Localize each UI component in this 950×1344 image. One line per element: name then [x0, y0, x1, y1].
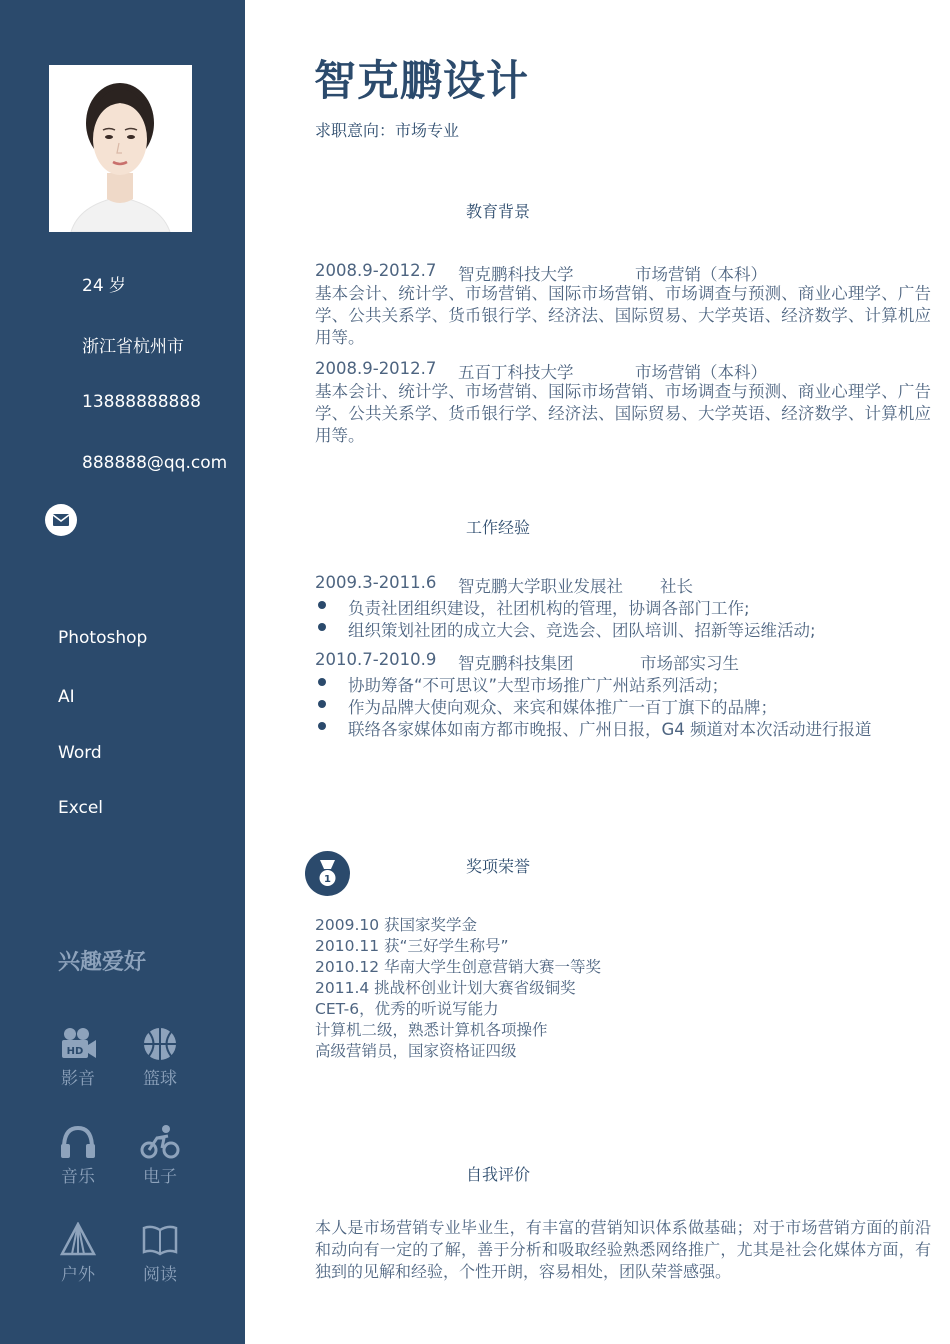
hobby-reading [130, 1222, 190, 1285]
bullet-dot [318, 678, 326, 686]
video-camera-icon [58, 1026, 98, 1062]
work2-item: 协助筹备“不可思议”大型市场推广广州站系列活动； [348, 676, 729, 695]
edu1-date: 2008.9-2012.7 [315, 261, 437, 280]
work2-item: 联络各家媒体如南方都市晚报、广州日报，G4 频道对本次活动进行报道 [348, 720, 872, 739]
hobbies-title: 兴趣爱好 [58, 950, 147, 975]
bullet-dot [318, 623, 326, 631]
hobby-label-basketball: 篮球 [143, 1069, 177, 1089]
skill-ai: AI [58, 687, 75, 707]
edu1-major: 市场营销（本科） [635, 265, 767, 284]
edu2-date: 2008.9-2012.7 [315, 359, 437, 378]
award-item: 2010.11 获“三好学生称号” [315, 937, 509, 955]
skill-photoshop: Photoshop [58, 628, 148, 648]
work2-org: 智克鹏科技集团 [458, 654, 574, 673]
hobby-label-video: 影音 [61, 1069, 95, 1089]
awards-title: 奖项荣誉 [466, 857, 531, 876]
skill-word: Word [58, 743, 102, 763]
award-item: 2009.10 获国家奖学金 [315, 916, 478, 934]
mail-icon [45, 504, 77, 536]
edu1-school: 智克鹏科技大学 [458, 265, 574, 284]
hobby-label-outdoor: 户外 [61, 1265, 95, 1285]
education-title: 教育背景 [466, 202, 531, 221]
cycling-icon [140, 1124, 180, 1160]
hobby-music [48, 1124, 108, 1187]
hobby-label-reading: 阅读 [143, 1265, 177, 1285]
book-icon [140, 1222, 180, 1258]
bullet-dot [318, 700, 326, 708]
edu2-school: 五百丁科技大学 [458, 363, 574, 382]
job-intent: 求职意向：市场专业 [315, 121, 460, 140]
hobby-label-cycling: 电子 [143, 1167, 177, 1187]
work1-role: 社长 [660, 577, 693, 596]
hobby-video [48, 1026, 108, 1089]
work2-role: 市场部实习生 [640, 654, 739, 673]
edu2-courses: 基本会计、统计学、市场营销、国际市场营销、市场调查与预测、商业心理学、广告学、公共关系学、货币银行学、经济法、国际贸易、大学英语、经济数学、计算机应用等。 [315, 382, 931, 445]
hobby-label-music: 音乐 [61, 1167, 95, 1187]
resume-name: 智克鹏设计 [314, 56, 530, 105]
email-text[interactable]: 888888@qq.com [82, 453, 228, 473]
headphones-icon [58, 1124, 98, 1160]
bullet-dot [318, 601, 326, 609]
skill-excel: Excel [58, 798, 104, 818]
award-item: 高级营销员，国家资格证四级 [315, 1042, 517, 1060]
work2-item: 作为品牌大使向观众、来宾和媒体推广一百丁旗下的品牌； [348, 698, 777, 717]
svg-text:HD: HD [66, 1046, 84, 1057]
work1-item: 负责社团组织建设，社团机构的管理，协调各部门工作; [348, 599, 750, 618]
hobby-cycling [130, 1124, 190, 1187]
award-item: 计算机二级，熟悉计算机各项操作 [315, 1021, 548, 1039]
basketball-icon [140, 1026, 180, 1062]
award-item: CET-6，优秀的听说写能力 [315, 1000, 499, 1018]
edu1-courses: 基本会计、统计学、市场营销、国际市场营销、市场调查与预测、商业心理学、广告学、公共关系学、货币银行学、经济法、国际贸易、大学英语、经济数学、计算机应用等。 [315, 284, 931, 347]
self-eval-title: 自我评价 [466, 1165, 531, 1184]
work1-org: 智克鹏大学职业发展社 [458, 577, 623, 596]
hobby-outdoor [48, 1222, 108, 1285]
medal-icon [305, 851, 350, 896]
self-eval-text: 本人是市场营销专业毕业生，有丰富的营销知识体系做基础；对于市场营销方面的前沿和动向有一定的了解，善于分析和吸取经验熟悉网络推广，尤其是社会化媒体方面，有独到的见解和经验，个性开朗，容易相处，团队荣誉感强。 [315, 1218, 931, 1281]
city-text: 浙江省杭州市 [82, 337, 184, 357]
bullet-dot [318, 722, 326, 730]
tent-icon [58, 1222, 98, 1258]
work-title: 工作经验 [466, 518, 531, 537]
work1-item: 组织策划社团的成立大会、竞选会、团队培训、招新等运维活动; [348, 621, 816, 640]
award-item: 2010.12 华南大学生创意营销大赛一等奖 [315, 958, 602, 976]
work2-date: 2010.7-2010.9 [315, 650, 437, 669]
edu2-major: 市场营销（本科） [635, 363, 767, 382]
phone-text: 13888888888 [82, 392, 201, 412]
award-item: 2011.4 挑战杯创业计划大赛省级铜奖 [315, 979, 576, 997]
work1-date: 2009.3-2011.6 [315, 573, 437, 592]
hobby-basketball [130, 1026, 190, 1089]
profile-photo [49, 65, 192, 232]
age-text: 24 岁 [82, 276, 127, 296]
svg-text:1: 1 [324, 874, 331, 885]
